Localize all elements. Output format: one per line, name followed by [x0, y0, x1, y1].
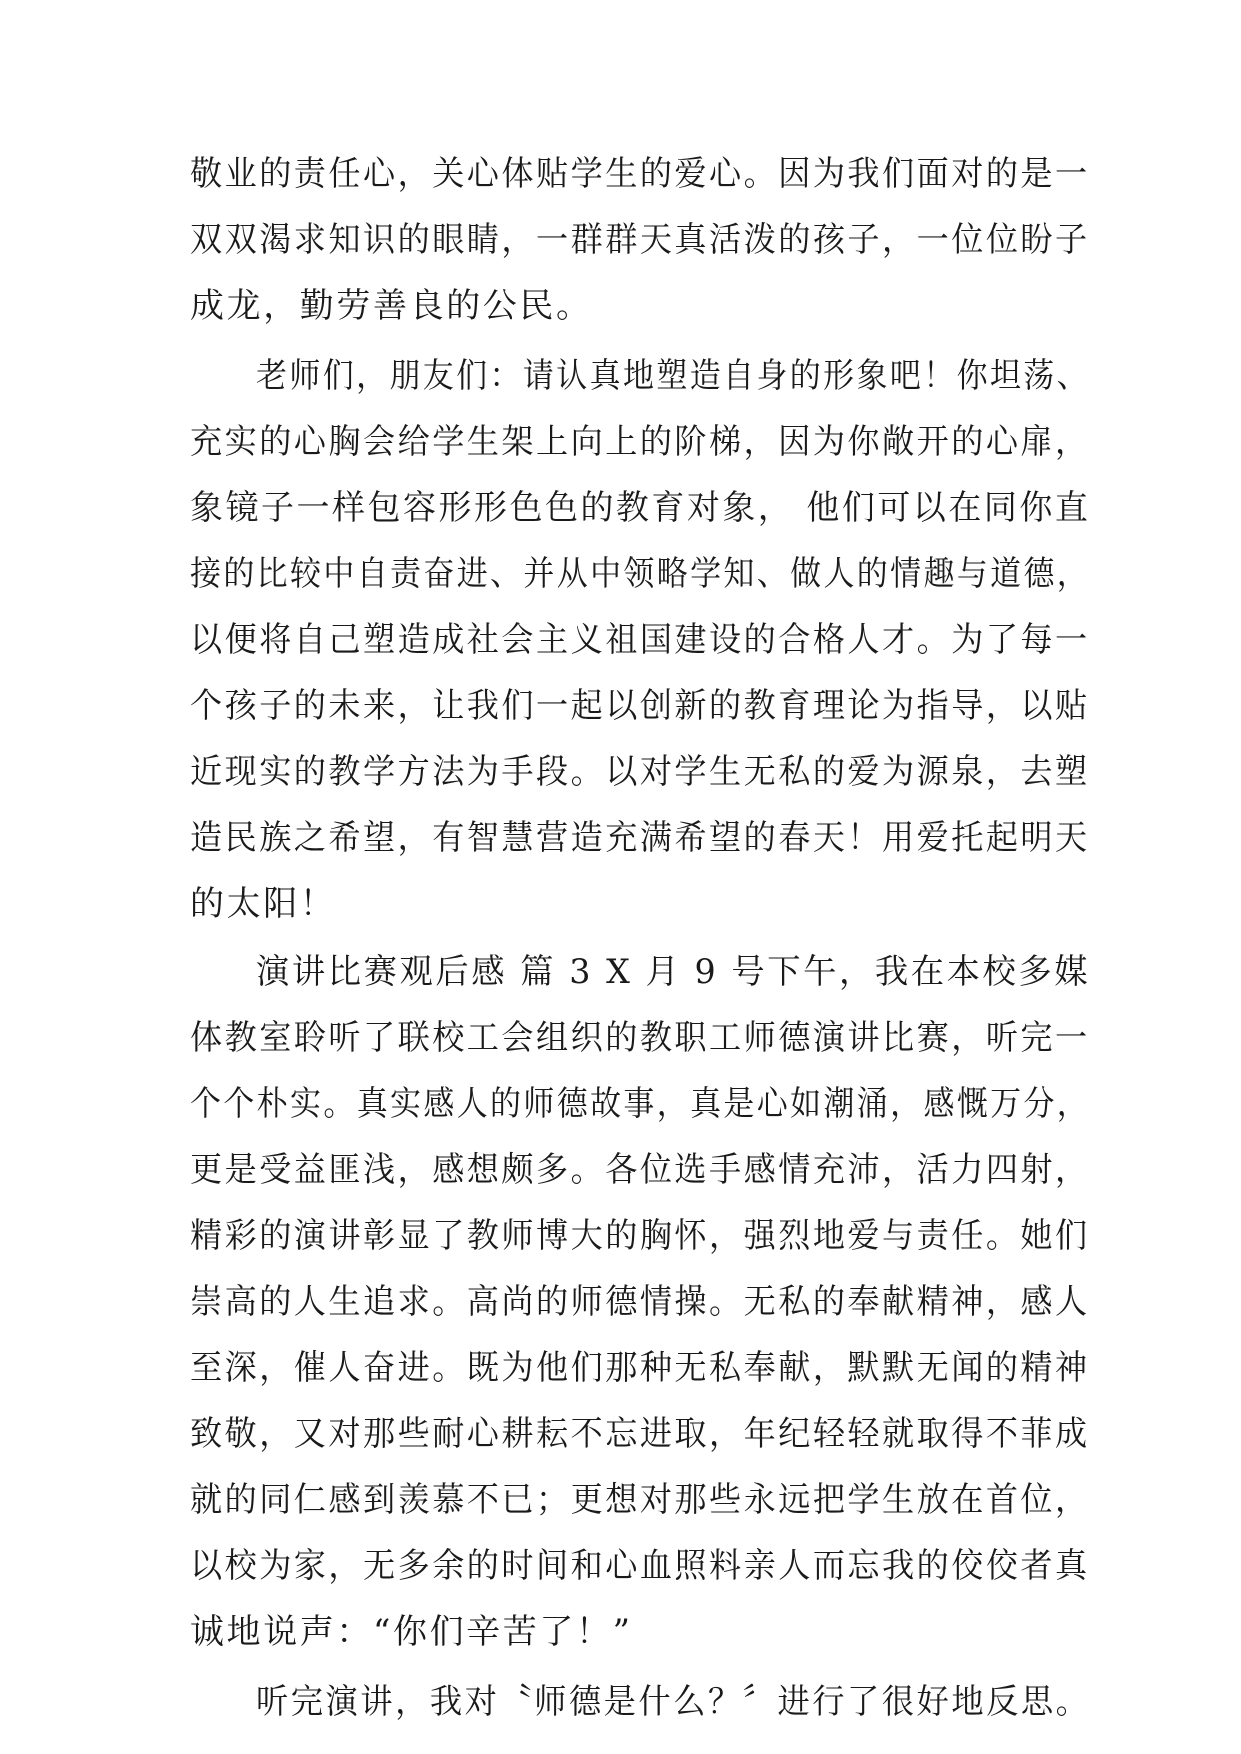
text-line: 以校为家，无多余的时间和心血照料亲人而忘我的佼佼者真: [190, 1546, 1090, 1586]
text-line: 个个朴实。真实感人的师德故事，真是心如潮涌，感慨万分，: [190, 1084, 1091, 1124]
text-line: 老师们，朋友们：请认真地塑造自身的形象吧！你坦荡、: [256, 356, 1091, 396]
text-line: 双双渴求知识的眼睛，一群群天真活泼的孩子，一位位盼子: [190, 220, 1090, 260]
text-line: 近现实的教学方法为手段。以对学生无私的爱为源泉，去塑: [190, 752, 1090, 792]
text-line: 体教室聆听了联校工会组织的教职工师德演讲比赛，听完一: [190, 1018, 1090, 1058]
text-line: 诚地说声：“你们辛苦了！”: [190, 1612, 633, 1652]
text-line: 充实的心胸会给学生架上向上的阶梯，因为你敞开的心扉，: [190, 422, 1090, 462]
text-line: 崇高的人生追求。高尚的师德情操。无私的奉献精神，感人: [190, 1282, 1090, 1322]
text-line: 精彩的演讲彰显了教师博大的胸怀，强烈地爱与责任。她们: [190, 1216, 1090, 1256]
text-line: 象镜子一样包容形形色色的教育对象， 他们可以在同你直: [190, 488, 1091, 528]
text-line: 致敬，又对那些耐心耕耘不忘进取，年纪轻轻就取得不菲成: [190, 1414, 1090, 1454]
section-heading-line: 演讲比赛观后感 篇 3 X 月 9 号下午，我在本校多媒: [256, 952, 1091, 992]
text-line: 敬业的责任心，关心体贴学生的爱心。因为我们面对的是一: [190, 154, 1090, 194]
text-line: 就的同仁感到羡慕不已；更想对那些永远把学生放在首位，: [190, 1480, 1090, 1520]
text-line: 以便将自己塑造成社会主义祖国建设的合格人才。为了每一: [190, 620, 1090, 660]
text-line: 更是受益匪浅，感想颇多。各位选手感情充沛，活力四射，: [190, 1150, 1090, 1190]
text-line: 至深，催人奋进。既为他们那种无私奉献，默默无闻的精神: [190, 1348, 1090, 1388]
text-line: 成龙，勤劳善良的公民。: [190, 286, 593, 326]
text-line: 接的比较中自责奋进、并从中领略学知、做人的情趣与道德，: [190, 554, 1091, 594]
text-line: 个孩子的未来，让我们一起以创新的教育理论为指导，以贴: [190, 686, 1090, 726]
text-line: 的太阳！: [190, 884, 337, 924]
text-line: 造民族之希望，有智慧营造充满希望的春天！用爱托起明天: [190, 818, 1090, 858]
text-line: 听完演讲，我对〝师德是什么？〞进行了很好地反思。: [256, 1682, 1091, 1722]
